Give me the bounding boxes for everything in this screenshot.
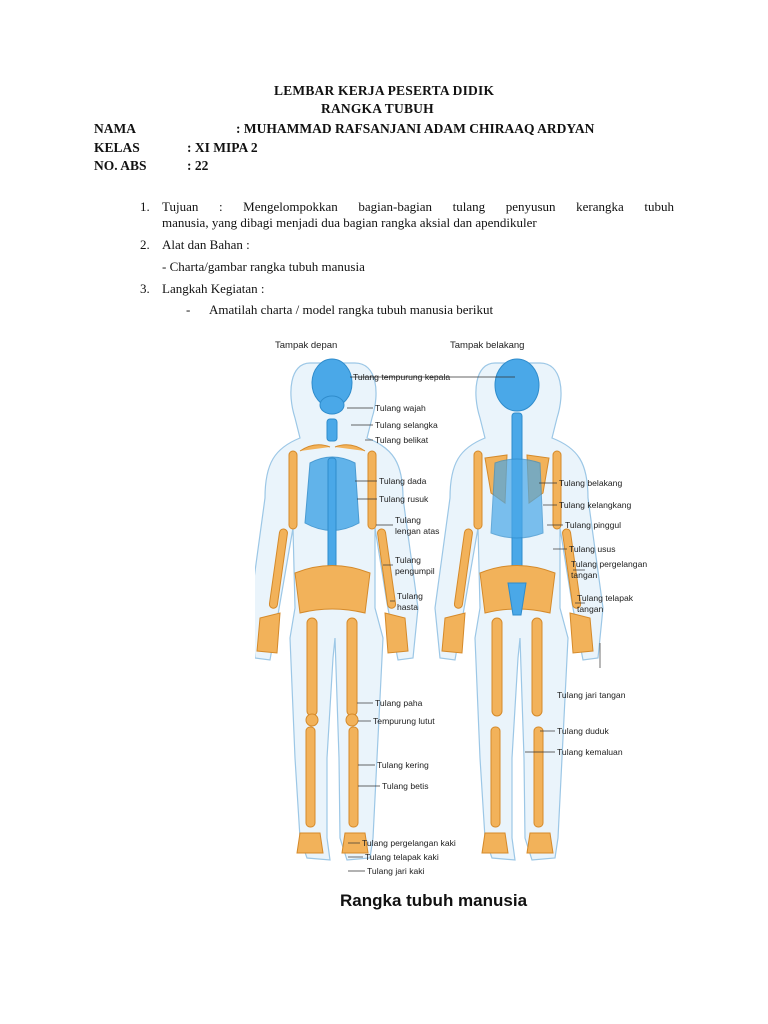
class-value: : XI MIPA 2 (187, 140, 258, 155)
class-label: KELAS (94, 140, 140, 155)
label-jari-kaki: Tulang jari kaki (367, 866, 425, 876)
label-pengumpil-2: pengumpil (395, 566, 435, 576)
item-3-text: Langkah Kegiatan : (162, 281, 265, 296)
label-lengan-atas-2: lengan atas (395, 526, 440, 536)
item-2-text: Alat dan Bahan : (162, 237, 250, 252)
label-usus: Tulang usus (569, 544, 616, 554)
label-paha: Tulang paha (375, 698, 423, 708)
label-rusuk: Tulang rusuk (379, 494, 429, 504)
figure-caption: Rangka tubuh manusia (340, 891, 528, 910)
label-kelangkang: Tulang kelangkang (559, 500, 632, 510)
back-view-title: Tampak belakang (450, 340, 525, 351)
label-pengumpil-1: Tulang (395, 555, 421, 565)
item-1-number: 1. (140, 199, 150, 214)
name-value: : MUHAMMAD RAFSANJANI ADAM CHIRAAQ ARDYAN (236, 121, 595, 136)
item-1-text-line1: Tujuan : Mengelompokkan bagian-bagian tulang penyusun kerangka tubuh (162, 199, 674, 214)
label-lengan-atas-1: Tulang (395, 515, 421, 525)
label-telapak-tangan-1: Tulang telapak (577, 593, 634, 603)
worksheet-subtitle: RANGKA TUBUH (321, 101, 434, 116)
abs-number-value: : 22 (187, 158, 209, 173)
label-duduk: Tulang duduk (557, 726, 609, 736)
skeleton-figure (255, 333, 655, 923)
item-3-subitem: Amatilah charta / model rangka tubuh manusia berikut (209, 302, 494, 317)
name-label: NAMA (94, 121, 136, 136)
label-pinggul: Tulang pinggul (565, 520, 622, 530)
label-hasta-1: Tulang (397, 591, 423, 601)
label-hasta-2: hasta (397, 602, 419, 612)
label-jari-tangan: Tulang jari tangan (557, 690, 626, 700)
item-2-subitem: - Charta/gambar rangka tubuh manusia (162, 259, 365, 274)
front-view-title: Tampak depan (275, 340, 338, 351)
label-pergelangan-tangan-2: tangan (571, 570, 598, 580)
item-2-number: 2. (140, 237, 150, 252)
label-selangka: Tulang selangka (375, 420, 438, 430)
item-3-dash: - (186, 302, 191, 317)
label-dada: Tulang dada (379, 476, 427, 486)
label-pergelangan-tangan-1: Tulang pergelangan (571, 559, 648, 569)
item-1-text-line2: manusia, yang dibagi menjadi dua bagian rangka aksial dan apendikuler (162, 215, 537, 230)
abs-number-label: NO. ABS (94, 158, 147, 173)
label-telapak-kaki: Tulang telapak kaki (365, 852, 439, 862)
item-3-number: 3. (140, 281, 150, 296)
label-belikat: Tulang belikat (375, 435, 429, 445)
worksheet-title: LEMBAR KERJA PESERTA DIDIK (274, 83, 495, 98)
label-wajah: Tulang wajah (375, 403, 426, 413)
label-belakang: Tulang belakang (559, 478, 623, 488)
label-telapak-tangan-2: tangan (577, 604, 604, 614)
label-pergelangan-kaki: Tulang pergelangan kaki (362, 838, 456, 848)
label-tempurung-lutut: Tempurung lutut (373, 716, 435, 726)
label-kemaluan: Tulang kemaluan (557, 747, 623, 757)
label-kering: Tulang kering (377, 760, 429, 770)
label-tempurung-kepala: Tulang tempurung kepala (353, 372, 451, 382)
label-betis: Tulang betis (382, 781, 429, 791)
